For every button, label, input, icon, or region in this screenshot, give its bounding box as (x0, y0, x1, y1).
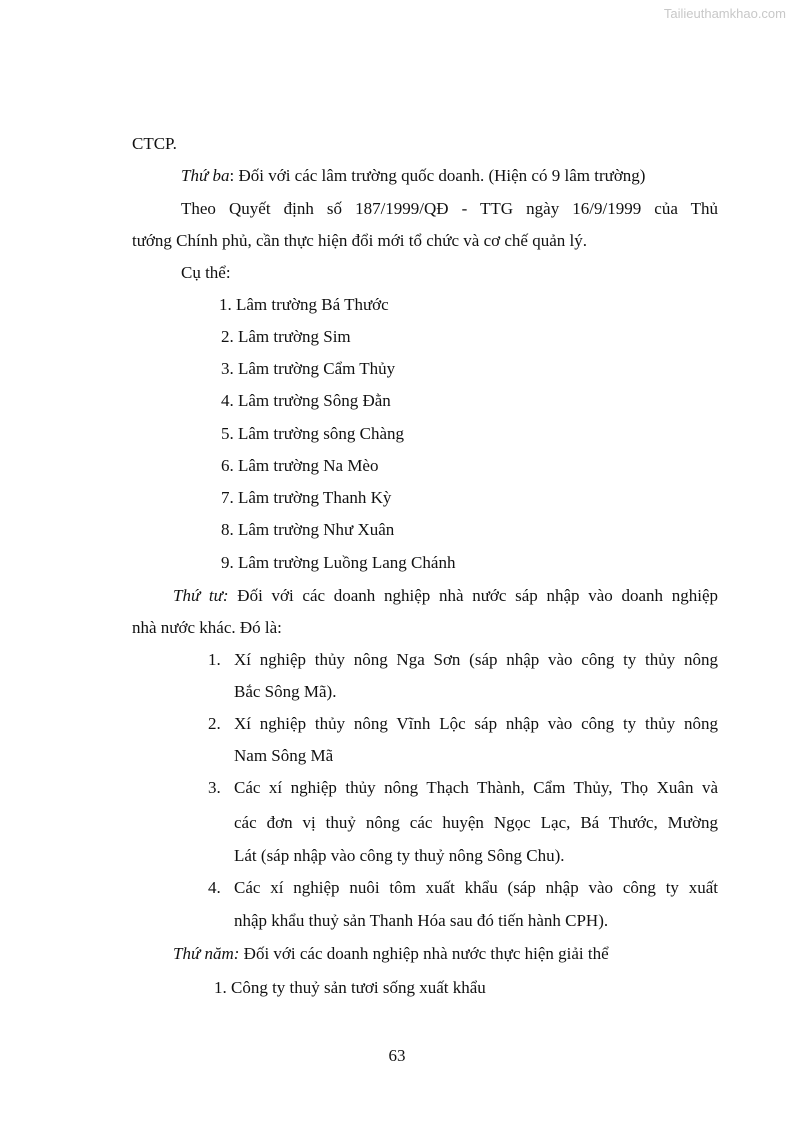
section5-label: Thứ năm: (173, 944, 240, 963)
item-number: 3. (208, 778, 221, 797)
item-continuation: Lát (sáp nhập vào công ty thuỷ nông Sông Chu). (234, 846, 565, 865)
section3-para1-line1: Theo Quyết định số 187/1999/QĐ - TTG ngày 16/9/1999 của Thủ (181, 199, 718, 218)
section4-line2: nhà nước khác. Đó là: (132, 618, 282, 637)
item-continuation: Bắc Sông Mã). (234, 682, 337, 701)
list-item: 2. Lâm trường Sim (221, 327, 351, 346)
section5-heading (173, 944, 609, 964)
numbered-item-4 (208, 878, 718, 898)
item-number: 4. (208, 878, 221, 897)
section3-para1-line2: tướng Chính phủ, cần thực hiện đổi mới tổ chức và cơ chế quản lý. (132, 231, 587, 250)
section3-specific: Cụ thể: (181, 263, 231, 282)
section5-text: Đối với các doanh nghiệp nhà nước thực hiện giải thể (239, 944, 609, 963)
section4-line1 (173, 586, 718, 606)
item-continuation: Nam Sông Mã (234, 746, 334, 765)
page-number: 63 (388, 1046, 406, 1065)
list-item: 4. Lâm trường Sông Đằn (221, 391, 391, 410)
list-item: 9. Lâm trường Luồng Lang Chánh (221, 553, 456, 572)
section3-label: Thứ ba (181, 166, 230, 185)
item-text: Các xí nghiệp thủy nông Thạch Thành, Cẩm Thủy, Thọ Xuân và (234, 778, 718, 797)
list-item: 7. Lâm trường Thanh Kỳ (221, 488, 392, 507)
list-item: 6. Lâm trường Na Mèo (221, 456, 379, 475)
section4-text: Đối với các doanh nghiệp nhà nước sáp nhập vào doanh nghiệp (228, 586, 718, 605)
numbered-item-1 (208, 650, 718, 670)
item-text: Xí nghiệp thủy nông Nga Sơn (sáp nhập vào công ty thủy nông (234, 650, 718, 669)
section3-heading (181, 166, 645, 186)
item-text: Xí nghiệp thủy nông Vĩnh Lộc sáp nhập vào công ty thủy nông (234, 714, 718, 733)
watermark: Tailieuthamkhao.com (663, 6, 786, 21)
item-continuation: nhập khẩu thuỷ sản Thanh Hóa sau đó tiến hành CPH). (234, 911, 609, 930)
list-item: 1. Lâm trường Bá Thước (219, 295, 389, 314)
item-continuation: các đơn vị thuỷ nông các huyện Ngọc Lạc, Bá Thước, Mường (234, 813, 718, 832)
list-item: 1. Công ty thuỷ sản tươi sống xuất khẩu (214, 978, 486, 997)
item-number: 2. (208, 714, 221, 733)
item-text: Các xí nghiệp nuôi tôm xuất khẩu (sáp nhập vào công ty xuất (234, 878, 718, 897)
section4-label: Thứ tư: (173, 586, 229, 605)
intro-tail: CTCP. (132, 134, 177, 153)
list-item: 8. Lâm trường Như Xuân (221, 520, 395, 539)
list-item: 3. Lâm trường Cẩm Thủy (221, 359, 396, 378)
numbered-item-3 (208, 778, 718, 798)
item-number: 1. (208, 650, 221, 669)
list-item: 5. Lâm trường sông Chàng (221, 424, 404, 443)
numbered-item-2 (208, 714, 718, 734)
section3-text: : Đối với các lâm trường quốc doanh. (Hiện có 9 lâm trường) (229, 166, 646, 185)
